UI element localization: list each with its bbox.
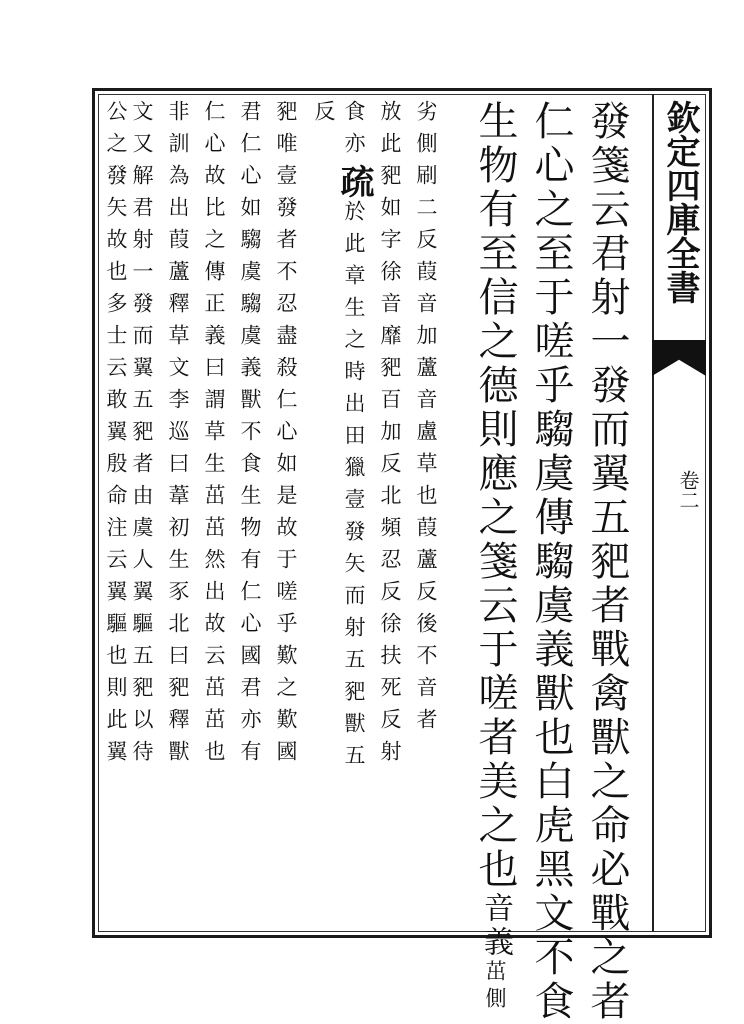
commentary-6-head: 食亦 xyxy=(342,100,366,164)
shu-marker: 疏 xyxy=(334,164,374,200)
commentary-column-11: 文又解君射一發而翼五豝者由虞人翼驅五豝以待 xyxy=(130,100,154,772)
yin-yi-marker: 音義 xyxy=(478,892,513,960)
commentary-column-10: 非訓為出葭蘆釋草文李巡曰葦初生豕北曰豝釋獸 xyxy=(166,100,190,772)
commentary-6-body: 於此章生之時出田獵壹發矢而射五豝獸五 xyxy=(342,200,366,776)
commentary-column-4: 劣側刷二反葭音加蘆音盧草也葭蘆反後不音者 xyxy=(414,100,438,740)
commentary-column-6b: 反 xyxy=(312,100,336,132)
commentary-column-5: 放此豝如字徐音靡豝百加反北頻忍反徐扶死反射 xyxy=(378,100,402,772)
text-column-3 xyxy=(472,100,518,1014)
text-column-3-tail: 茁側 xyxy=(483,960,507,1014)
commentary-column-8: 君仁心如騶虞騶虞義獸不食生物有仁心國君亦有 xyxy=(238,100,262,772)
volume-number: 卷二 xyxy=(676,470,700,510)
text-column-1: 發箋云君射一發而翼五豝者戰禽獸之命必戰之者 xyxy=(584,100,630,1024)
commentary-column-12: 公之發矢故也多士云敢翼殷命注云翼驅也則此翼 xyxy=(104,100,128,772)
text-column-2: 仁心之至于嗟乎騶虞傳騶虞義獸也白虎黑文不食 xyxy=(528,100,574,1024)
commentary-column-9: 仁心故比之傳正義曰謂草生茁茁然出故云茁茁也 xyxy=(202,100,226,772)
book-title: 欽定四庫全書 xyxy=(660,100,700,304)
commentary-column-6 xyxy=(334,100,374,920)
commentary-column-7: 豝唯壹發者不忍盡殺仁心如是故于嗟乎歎之歎國 xyxy=(274,100,298,772)
text-column-3-main: 生物有至信之德則應之箋云于嗟者美之也 xyxy=(472,100,518,892)
